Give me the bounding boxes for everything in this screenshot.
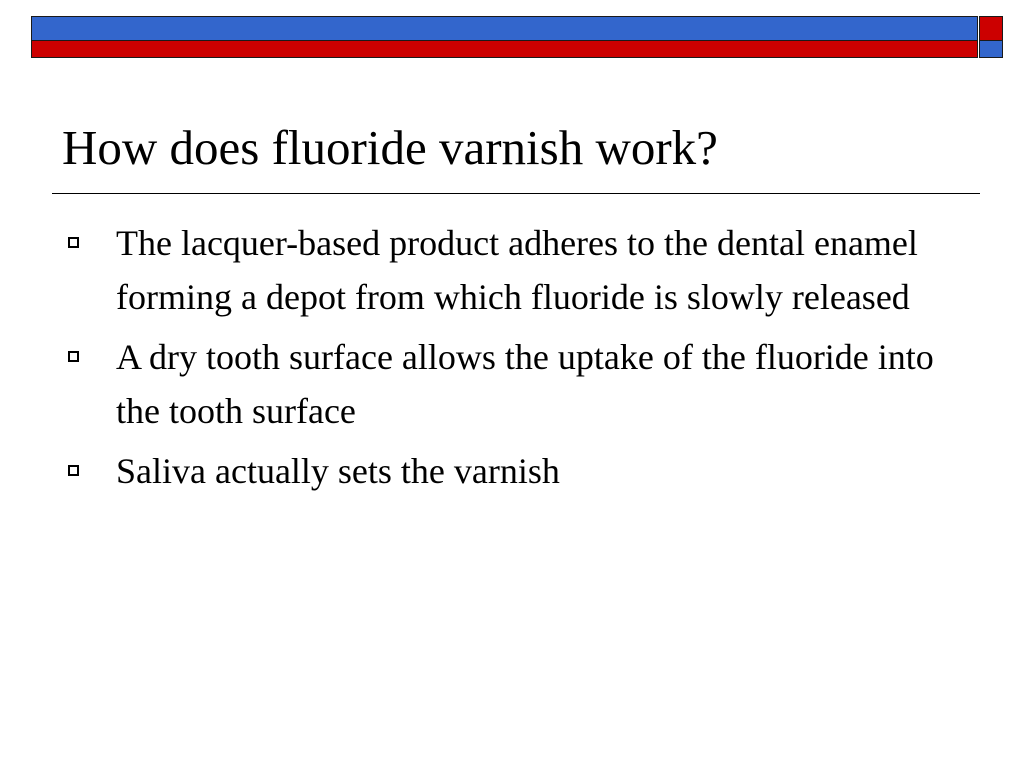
- header-corner-red-square: [979, 16, 1003, 41]
- bullet-list: [62, 216, 962, 504]
- bullet-text: A dry tooth surface allows the uptake of the fluoride into the tooth surface: [116, 337, 934, 431]
- hollow-square-bullet-icon: [68, 237, 79, 248]
- bullet-text: Saliva actually sets the varnish: [116, 451, 560, 491]
- list-item: [62, 444, 962, 498]
- list-item: [62, 330, 962, 438]
- header-band-blue-stripe: [31, 16, 978, 41]
- slide-title: How does fluoride varnish work?: [62, 120, 718, 175]
- bullet-text: The lacquer-based product adheres to the dental enamel forming a depot from which fluoride is slowly released: [116, 223, 918, 317]
- title-divider: [52, 193, 980, 194]
- header-corner-blue-square: [979, 41, 1003, 58]
- header-band: [31, 16, 1003, 59]
- hollow-square-bullet-icon: [68, 351, 79, 362]
- hollow-square-bullet-icon: [68, 465, 79, 476]
- list-item: [62, 216, 962, 324]
- header-band-red-stripe: [31, 41, 978, 58]
